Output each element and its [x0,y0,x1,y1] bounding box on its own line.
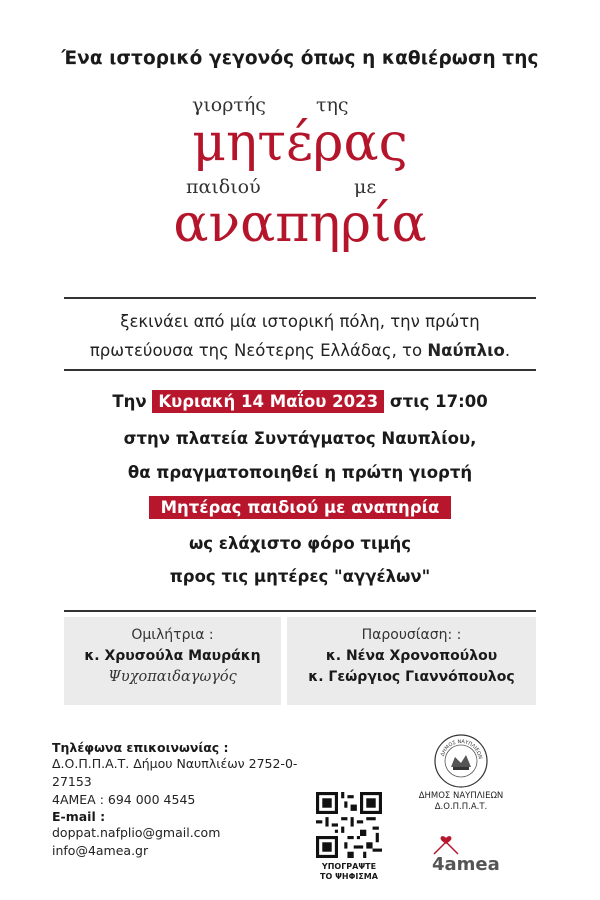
qr-code-graphic [316,792,382,858]
presenters-label: Παρουσίαση: : [361,627,462,643]
qr-caption-line-1: ΥΠΟΓΡΑΨΤΕ [321,862,377,871]
contact-email-doppat[interactable]: doppat.nafplio@gmail.com [52,825,221,840]
intro-city-nafplio: Ναύπλιο [427,341,505,360]
event-date-line [0,390,600,413]
qr-code[interactable] [316,792,382,858]
presenter-name-1: κ. Νένα Χρονοπούλου [325,648,498,664]
event-highlight-line [0,496,600,519]
contact-phones-label: Τηλέφωνα επικοινωνίας : [52,740,229,755]
speaker-role: Ψυχοπαιδαγωγός [108,669,237,685]
speaker-label: Ομιλήτρια : [131,627,214,643]
intro-line-2-period: . [504,341,511,360]
intro-paragraph [0,307,600,365]
qr-caption-line-2: ΤΟ ΨΗΦΙΣΜΑ [320,872,378,881]
title-miteras: μητέρας [192,113,408,173]
municipality-seal-icon [433,733,489,789]
title-word-giortis: γιορτής [192,94,266,116]
amea-logo [428,832,504,878]
divider-bottom [64,610,536,612]
divider-top [64,297,536,299]
municipality-org: Δ.Ο.Π.Π.Α.Τ. [434,802,488,812]
event-time: στις 17:00 [389,392,488,411]
speaker-name: κ. Χρυσούλα Μαυράκη [84,648,261,664]
contact-phone-doppat: Δ.Ο.Π.Π.Α.Τ. Δήμου Ναυπλιέων 2752-0-27153 [52,756,298,789]
title-anapiria: αναπηρία [173,194,427,254]
amea-logo-graphic [428,832,504,878]
contact-block [52,740,332,860]
contact-email-label: E-mail : [52,809,106,824]
speaker-panel-left [64,617,281,705]
intro-line-2-text: πρωτεύουσα της Νεότερης Ελλάδας, το [89,341,428,360]
intro-headline: Ένα ιστορικό γεγονός όπως η καθιέρωση της [61,48,539,69]
qr-caption [296,862,402,882]
title-word-paidiou: παιδιού [186,176,261,198]
intro-line-1: ξεκινάει από μία ιστορική πόλη, την πρώτη [120,312,480,331]
event-location: στην πλατεία Συντάγματος Ναυπλίου, [123,429,477,448]
title-word-me: με [354,176,377,198]
event-highlight-badge: Μητέρας παιδιού με αναπηρία [149,496,452,519]
presenter-name-2: κ. Γεώργιος Γιαννόπουλος [308,669,515,685]
seal-text: ΔΗΜΟΣ ΝΑΥΠΛΙΕΩΝ [439,738,483,760]
contact-email-4amea[interactable]: info@4amea.gr [52,843,149,858]
event-date-prefix: Την [112,392,147,411]
event-mothers: προς τις μητέρες "αγγέλων" [169,567,431,586]
event-date-badge: Κυριακή 14 Μαΐου 2023 [152,390,384,413]
municipality-name: ΔΗΜΟΣ ΝΑΥΠΛΙΕΩΝ [418,791,504,801]
title-word-tis: της [316,94,349,116]
municipality-label [404,791,518,813]
event-description: θα πραγματοποιηθεί η πρώτη γιορτή [127,463,473,482]
contact-phone-4amea: 4ΑΜΕΑ : 694 000 4545 [52,792,196,807]
amea-logo-text: 4amea [432,854,500,875]
speaker-panel-right [287,617,536,705]
divider-middle [64,369,536,371]
intro-line-2 [0,336,600,365]
event-tribute: ως ελάχιστο φόρο τιμής [188,534,412,553]
